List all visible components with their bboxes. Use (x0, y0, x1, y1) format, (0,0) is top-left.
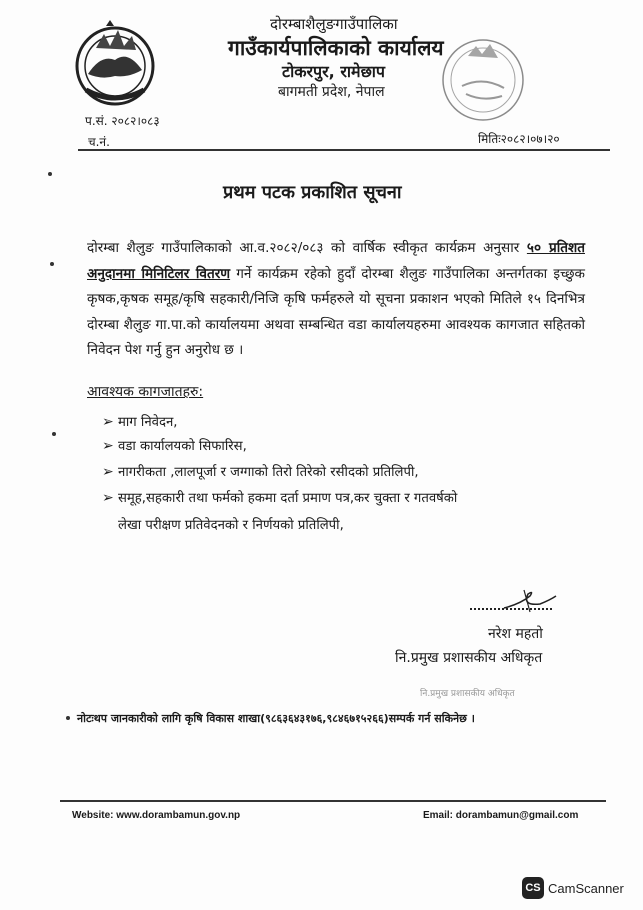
notice-highlight: ५० प्रतिशत अनुदानमा मिनिटिलर वितरण (87, 240, 585, 282)
website-link[interactable]: Website: www.dorambamun.gov.np (72, 810, 241, 821)
camscanner-logo-icon: CS (522, 877, 544, 899)
scan-mark (52, 432, 56, 436)
header-divider (78, 149, 610, 151)
notice-paragraph (87, 236, 585, 364)
list-item-text: समूह,सहकारी तथा फर्मको हकमा दर्ता प्रमाण पत्र,कर चुक्ता र गतवर्षको (118, 491, 458, 506)
list-item (102, 410, 178, 435)
notice-title: प्रथम पटक प्रकाशित सूचना (223, 182, 402, 203)
list-item-text: वडा कार्यालयको सिफारिस, (118, 439, 247, 454)
scan-mark (48, 172, 52, 176)
list-item-text: माग निवेदन, (118, 415, 178, 430)
signatory-designation: नि.प्रमुख प्रशासकीय अधिकृत (395, 650, 543, 666)
notice-paragraph-text: दोरम्बा शैलुङ गाउँपालिकाको आ.व.२०८२/०८३ को वार्षिक स्वीकृत कार्यक्रम अनुसार (87, 240, 527, 256)
list-item (102, 486, 457, 511)
notice-paragraph-text: गर्ने कार्यक्रम रहेको हुदाँ दोरम्बा शैलुङ गाउँपालिका अन्तर्गतका इच्छुक कृषक,कृषक समूह/कृषि सहकारी/निजि कृषि फर्महरुले यो सूचना प्रकाशन भएको मितिले १५ दिनभित्र दोरम्बा शैलुङ गा.पा.को कार्यालयमा अथवा सम्बन्धित वडा कार्यालयहरुमा आवश्यक कागजात सहितको निवेदन पेश गर्नु हुन अनुरोध छ । (87, 265, 585, 359)
office-seal-icon (438, 36, 528, 124)
footer-divider (60, 800, 606, 802)
signatory-name: नरेश महतो (488, 626, 543, 642)
requirements-heading: आवश्यक कागजातहरु: (87, 384, 204, 400)
camscanner-label: CamScanner (548, 880, 624, 896)
list-item-continuation: लेखा परीक्षण प्रतिवेदनको र निर्णयको प्रतिलिपी, (118, 518, 344, 533)
nepal-emblem-icon (66, 20, 164, 110)
list-item-text: नागरीकता ,लालपूर्जा र जग्गाको तिरो तिरेको रसीदको प्रतिलिपी, (118, 465, 419, 480)
office-name: गाउँकार्यपालिकाको कार्यालय (228, 36, 444, 60)
municipality-name: दोरम्बाशैलुङगाउँपालिका (270, 15, 398, 33)
arrow-bullet-icon: ➢ (102, 438, 114, 454)
notice-date: मितिः२०८२।०७।२० (478, 132, 560, 146)
signature-mark (500, 586, 560, 616)
signature-line (470, 608, 552, 610)
dispatch-number: च.नं. (88, 135, 110, 149)
list-item (102, 460, 419, 485)
reference-number: प.सं. २०८२।०८३ (85, 114, 160, 128)
camscanner-watermark (522, 877, 624, 899)
email-link[interactable]: Email: dorambamun@gmail.com (423, 810, 579, 821)
designation-stamp: नि.प्रमुख प्रशासकीय अधिकृत (420, 689, 515, 699)
office-location: टोकरपुर, रामेछाप (282, 62, 386, 81)
arrow-bullet-icon: ➢ (102, 490, 114, 506)
list-item (102, 434, 247, 459)
arrow-bullet-icon: ➢ (102, 464, 114, 480)
province-country: बागमती प्रदेश, नेपाल (278, 84, 385, 100)
scan-mark (66, 716, 70, 720)
scan-mark (50, 262, 54, 266)
arrow-bullet-icon: ➢ (102, 414, 114, 430)
contact-note: नोटःथप जानकारीको लागि कृषि विकास शाखा(९८६३६४३१७६,९८४६७१५२६६)सम्पर्क गर्न सकिनेछ । (77, 712, 475, 725)
